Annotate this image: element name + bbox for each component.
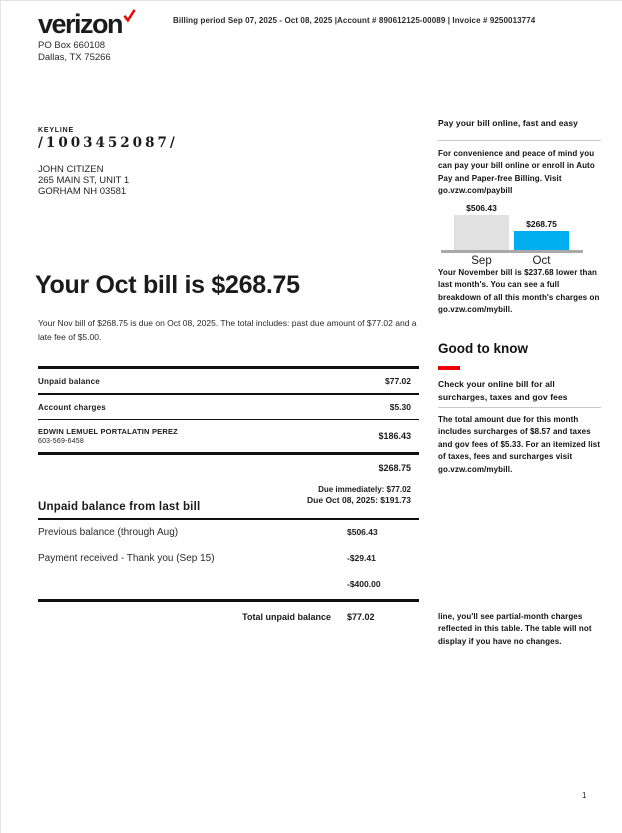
axis-label-oct: Oct (532, 255, 551, 267)
table-row (38, 520, 419, 546)
row-label: Previous balance (through Aug) (38, 527, 179, 538)
page-number: 1 (582, 791, 587, 800)
keyline-number: /1003452087/ (38, 135, 178, 151)
chart-baseline (441, 250, 583, 253)
row-amount: -$29.41 (347, 553, 376, 563)
row-amount: $77.02 (385, 376, 411, 386)
red-accent-bar (438, 366, 460, 370)
bar-value-label: $506.43 (466, 203, 497, 213)
due-date: Due Oct 08, 2025: $191.73 (307, 495, 411, 505)
row-label: Unpaid balance (38, 376, 100, 386)
chart-bar-oct (514, 219, 569, 250)
verizon-logo-text: verizon (38, 9, 123, 39)
billing-period-line: Billing period Sep 07, 2025 - Oct 08, 2025 |Account # 890612125-00089 | Invoice # 9250013774 (173, 16, 536, 25)
recipient-city: GORHAM NH 03581 (38, 186, 127, 197)
divider (438, 407, 601, 408)
page-title: Your Oct bill is $268.75 (35, 271, 300, 299)
bill-history-chart (439, 198, 584, 267)
bar-rect (454, 215, 509, 250)
remit-address-line2: Dallas, TX 75266 (38, 51, 111, 63)
due-immediately: Due immediately: $77.02 (318, 485, 411, 494)
recipient-address (38, 164, 129, 197)
total-label: Total unpaid balance (242, 612, 331, 622)
table-row (38, 546, 419, 572)
recipient-street: 265 MAIN ST, UNIT 1 (38, 175, 130, 186)
row-amount: $5.30 (389, 402, 411, 412)
section-title: Unpaid balance from last bill (38, 501, 201, 513)
row-amount: -$400.00 (347, 579, 381, 589)
bill-intro-text: Your Nov bill of $268.75 is due on Oct 08, 2025. The total includes: past due amount of $77.02 and a late fee of $5.00. (38, 318, 417, 342)
verizon-checkmark-icon (123, 9, 136, 22)
row-phone: 603-569-6458 (38, 438, 84, 445)
axis-label-sep: Sep (471, 255, 492, 267)
unpaid-balance-section (38, 501, 419, 622)
chart-bar-sep (454, 203, 509, 250)
charges-summary-table (38, 366, 419, 505)
table-row (38, 366, 419, 393)
partial-month-text: line, you'll see partial-month charges reflected in this table. The table will not display if you have no changes. (438, 612, 592, 646)
good-to-know-text: The total amount due for this month includes surcharges of $8.57 and taxes and gov fees of $5.33. For an itemized list of taxes, fees and surcharges visit go.vzw.com/mybill. (438, 415, 601, 474)
bar-rect (514, 231, 569, 250)
good-to-know-title: Good to know (438, 341, 528, 356)
row-label: Account charges (38, 402, 106, 412)
keyline-block (38, 127, 178, 151)
good-to-know-subtitle: Check your online bill for all surcharges, taxes and gov fees (438, 379, 568, 402)
table-row (38, 419, 419, 455)
summary-total-amount: $268.75 (378, 463, 411, 473)
pay-online-title: Pay your bill online, fast and easy (438, 118, 579, 128)
chart-note-text: Your November bill is $237.68 lower than last month's. You can see a full breakdown of all this month's charges on go.vzw.com/mybill. (438, 268, 600, 315)
unpaid-total-row (38, 599, 419, 622)
row-amount: $506.43 (347, 527, 378, 537)
header (38, 11, 136, 63)
row-label: EDWIN LEMUEL PORTALATIN PEREZ (38, 427, 178, 436)
table-row (38, 572, 419, 597)
pay-online-text: For convenience and peace of mind you can pay your bill online or enroll in Auto Pay and Paper-free Billing. Visit go.vzw.com/paybill (438, 149, 595, 196)
row-label: Payment received - Thank you (Sep 15) (38, 553, 215, 564)
divider (438, 140, 601, 141)
recipient-name: JOHN CITIZEN (38, 164, 104, 175)
keyline-label: KEYLINE (38, 127, 74, 134)
row-amount: $186.43 (378, 431, 411, 441)
verizon-logo (38, 11, 136, 38)
table-row (38, 393, 419, 419)
bar-value-label: $268.75 (526, 219, 557, 229)
total-amount: $77.02 (347, 612, 375, 622)
remit-address-line1: PO Box 660108 (38, 40, 106, 51)
